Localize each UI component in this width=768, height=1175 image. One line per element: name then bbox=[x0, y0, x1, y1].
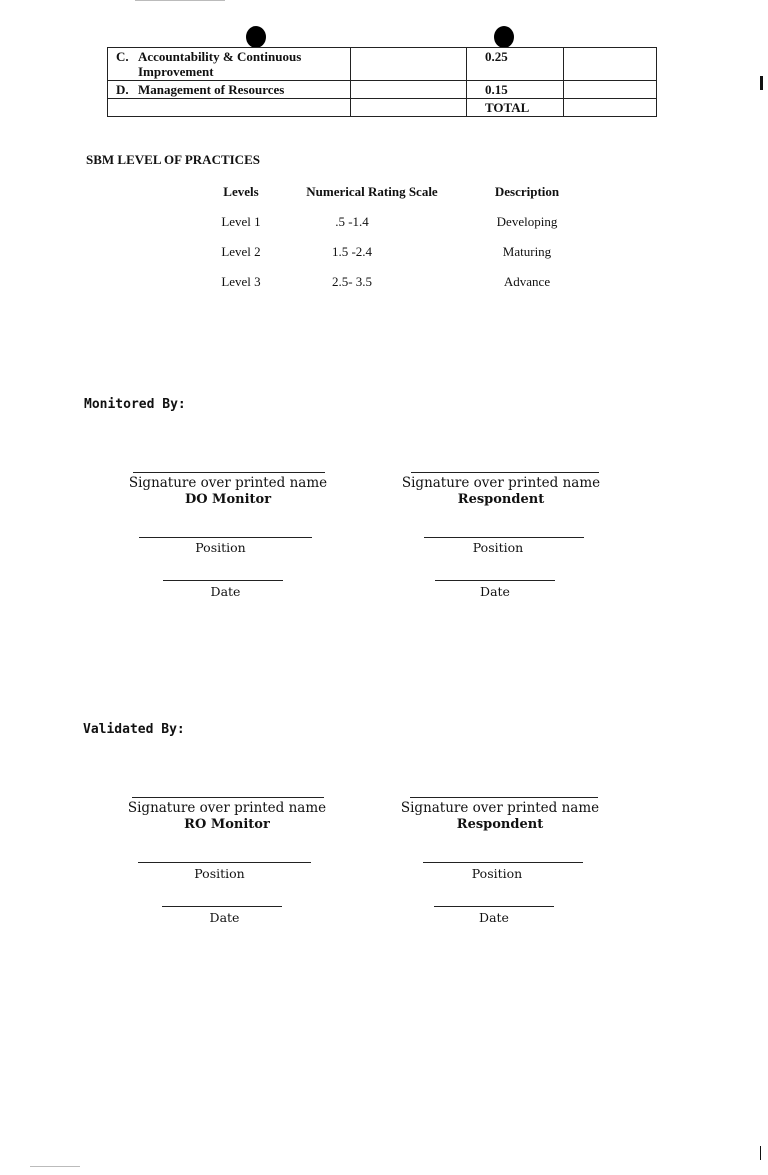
date-label: Date bbox=[479, 910, 509, 925]
position-line bbox=[138, 862, 311, 863]
position-label: Position bbox=[194, 866, 245, 881]
score-table bbox=[107, 47, 657, 117]
rating-scale: 2.5- 3.5 bbox=[331, 274, 373, 289]
position-line bbox=[424, 537, 584, 538]
date-line bbox=[434, 906, 554, 907]
position-label: Position bbox=[471, 866, 523, 881]
empty-cell bbox=[108, 99, 351, 117]
rating-scale: .5 -1.4 bbox=[335, 214, 369, 229]
column-header: Description bbox=[494, 184, 560, 199]
empty-cell bbox=[564, 48, 657, 81]
position-line bbox=[423, 862, 583, 863]
scan-mark bbox=[760, 1146, 761, 1160]
level-name: Level 1 bbox=[221, 214, 261, 229]
signer-role: DO Monitor bbox=[184, 492, 272, 507]
level-description: Advance bbox=[503, 274, 551, 289]
total-label: TOTAL bbox=[467, 99, 564, 117]
criterion-letter: C. bbox=[116, 49, 129, 64]
signer-role: Respondent bbox=[456, 817, 544, 832]
date-line bbox=[163, 580, 283, 581]
criterion-letter: D. bbox=[116, 82, 129, 97]
signature-line bbox=[410, 797, 598, 798]
level-description: Developing bbox=[496, 214, 558, 229]
monitored-by-heading: Monitored By: bbox=[84, 397, 186, 412]
signature-caption: Signature over printed name bbox=[127, 800, 327, 816]
criterion-label: Accountability & Continuous Improvement bbox=[138, 49, 302, 79]
validated-by-heading: Validated By: bbox=[83, 722, 185, 737]
position-line bbox=[139, 537, 312, 538]
criterion-cell bbox=[108, 48, 351, 81]
date-label: Date bbox=[209, 910, 240, 925]
empty-cell bbox=[564, 81, 657, 99]
punch-hole-mark bbox=[494, 26, 514, 48]
section-title: SBM LEVEL OF PRACTICES bbox=[86, 152, 260, 167]
signature-caption: Signature over printed name bbox=[128, 475, 328, 491]
empty-cell bbox=[351, 81, 467, 99]
punch-hole-mark bbox=[246, 26, 266, 48]
level-name: Level 2 bbox=[221, 244, 261, 259]
table-row bbox=[108, 48, 657, 81]
column-header: Numerical Rating Scale bbox=[306, 184, 438, 199]
rating-scale: 1.5 -2.4 bbox=[331, 244, 373, 259]
level-description: Maturing bbox=[502, 244, 552, 259]
empty-cell bbox=[351, 48, 467, 81]
signer-role: Respondent bbox=[457, 492, 545, 507]
signer-role: RO Monitor bbox=[184, 817, 270, 832]
date-line bbox=[162, 906, 282, 907]
position-label: Position bbox=[472, 540, 524, 555]
date-label: Date bbox=[210, 584, 241, 599]
empty-cell bbox=[351, 99, 467, 117]
scan-mark bbox=[760, 76, 763, 90]
signature-line bbox=[133, 472, 325, 473]
weight-cell: 0.25 bbox=[467, 48, 564, 81]
position-label: Position bbox=[195, 540, 246, 555]
scan-artifact bbox=[30, 1166, 80, 1167]
date-line bbox=[435, 580, 555, 581]
criterion-cell bbox=[108, 81, 351, 99]
date-label: Date bbox=[480, 584, 510, 599]
level-name: Level 3 bbox=[221, 274, 261, 289]
signature-line bbox=[411, 472, 599, 473]
criterion-label: Management of Resources bbox=[138, 82, 285, 97]
table-row bbox=[108, 99, 657, 117]
signature-caption: Signature over printed name bbox=[400, 800, 600, 816]
scan-artifact bbox=[135, 0, 225, 1]
empty-cell bbox=[564, 99, 657, 117]
column-header: Levels bbox=[223, 184, 259, 199]
table-row bbox=[108, 81, 657, 99]
signature-line bbox=[132, 797, 324, 798]
signature-caption: Signature over printed name bbox=[401, 475, 601, 491]
weight-cell: 0.15 bbox=[467, 81, 564, 99]
